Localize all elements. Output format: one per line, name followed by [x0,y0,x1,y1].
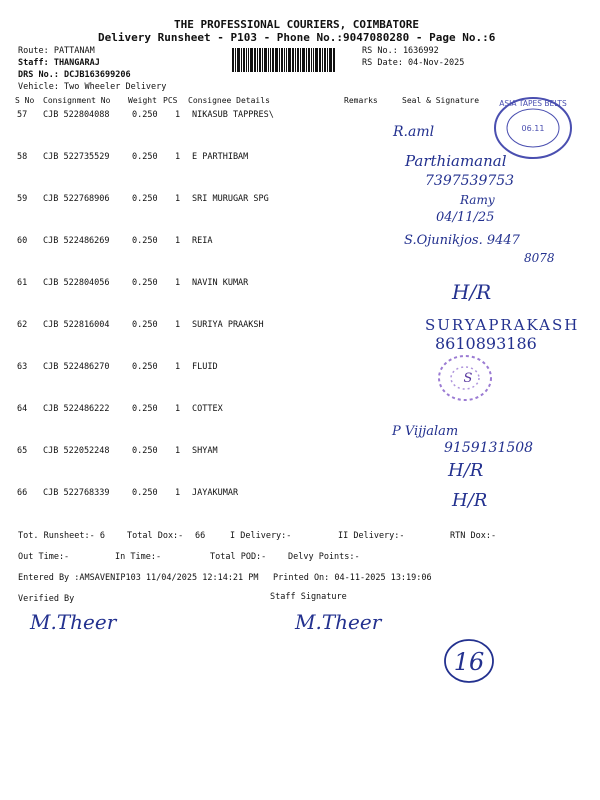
handwriting-r60-phone: 8078 [524,251,555,265]
row-sno: 65 [17,446,28,456]
row-consignee: REIA [192,236,213,246]
handwriting-r62-phone: 8610893186 [435,334,537,353]
row-weight: 0.250 [132,446,158,456]
total-dox-label: Total Dox:- [127,531,184,541]
tot-runsheet: Tot. Runsheet:- 6 [18,531,105,541]
verified-by-label: Verified By [18,594,75,604]
in-time: In Time:- [115,552,162,562]
col-weight: Weight [128,96,157,105]
circled-page-number [442,636,496,686]
row-consignment: CJB 522816004 [43,320,110,330]
handwriting-r66-initials: H/R [452,490,488,511]
handwriting-r62-name: SURYAPRAKASH [425,316,580,334]
row-weight: 0.250 [132,278,158,288]
route-label: Route: PATTANAM [18,46,95,56]
col-consignment: Consignment No [43,96,111,105]
row-consignment: CJB 522052248 [43,446,110,456]
handwriting-r65-initials: H/R [448,460,484,481]
svg-text:16: 16 [453,648,485,676]
table-row [0,362,600,376]
handwriting-r59-sign: Ramy [460,193,495,207]
handwriting-r58-name: Parthiamanal [405,152,507,170]
row-pcs: 1 [175,278,181,288]
row-consignment: CJB 522486269 [43,236,110,246]
col-sno: S No [15,96,35,105]
row-consignee: FLUID [192,362,218,372]
row-pcs: 1 [175,446,181,456]
row-sno: 62 [17,320,28,330]
handwriting-r65-name: P Vijjalam [392,424,459,439]
total-pod: Total POD:- [210,552,267,562]
row-consignee: COTTEX [192,404,223,414]
handwriting-r61: H/R [452,280,492,304]
barcode [232,48,358,72]
total-dox-value: 66 [195,531,206,541]
rs-number: RS No.: 1636992 [362,46,439,56]
row-consignment: CJB 522486222 [43,404,110,414]
row-sno: 66 [17,488,28,498]
i-delivery: I Delivery:- [230,531,292,541]
row-pcs: 1 [175,194,181,204]
delvy-points: Delvy Points:- [288,552,360,562]
row-sno: 59 [17,194,28,204]
staff-signature: M.Theer [295,610,382,634]
table-row [0,194,600,208]
row-sno: 63 [17,362,28,372]
row-weight: 0.250 [132,404,158,414]
printed-on: Printed On: 04-11-2025 13:19:06 [273,573,432,583]
company-title: THE PROFESSIONAL COURIERS, COIMBATORE [174,18,420,31]
row-weight: 0.250 [132,320,158,330]
row-weight: 0.250 [132,110,158,120]
entered-by: Entered By :AMSAVENIP103 11/04/2025 12:14:21 PM [18,573,259,583]
col-pcs: PCS [163,96,178,105]
table-row [0,488,600,502]
row-consignment: CJB 522804056 [43,278,110,288]
row-consignee: SHYAM [192,446,218,456]
vehicle-label: Vehicle: Two Wheeler Delivery [18,82,167,92]
row-consignee: NAVIN KUMAR [192,278,249,288]
row-consignee: SURIYA PRAAKSH [192,320,264,330]
row-sno: 57 [17,110,28,120]
row-weight: 0.250 [132,488,158,498]
stamp-date: 06.11 [521,124,545,133]
out-time: Out Time:- [18,552,70,562]
row-pcs: 1 [175,236,181,246]
row-consignee: JAYAKUMAR [192,488,239,498]
handwriting-r58-phone: 7397539753 [425,173,515,189]
row-consignment: CJB 522768339 [43,488,110,498]
drs-label: DRS No.: DCJB163699206 [18,70,131,80]
svg-text:S: S [463,371,473,386]
row-weight: 0.250 [132,152,158,162]
row-weight: 0.250 [132,194,158,204]
staff-signature-label: Staff Signature [270,592,347,602]
row-pcs: 1 [175,152,181,162]
table-row [0,278,600,292]
row-consignment: CJB 522735529 [43,152,110,162]
row-consignee: NIKASUB TAPPRES\ [192,110,274,120]
rs-date: RS Date: 04-Nov-2025 [362,58,465,68]
col-seal-signature: Seal & Signature [402,96,480,105]
rtn-dox: RTN Dox:- [450,531,497,541]
staff-label: Staff: THANGARAJ [18,58,100,68]
row-sno: 58 [17,152,28,162]
row-sno: 61 [17,278,28,288]
row-pcs: 1 [175,320,181,330]
runsheet-subtitle: Delivery Runsheet - P103 - Phone No.:9047080280 - Page No.:6 [98,31,496,44]
stamp-text: ASIA TAPES BELTS [499,99,567,108]
row-pcs: 1 [175,488,181,498]
table-row [0,404,600,418]
ink-blot [432,350,498,406]
row-weight: 0.250 [132,236,158,246]
row-consignment: CJB 522804088 [43,110,110,120]
row-weight: 0.250 [132,362,158,372]
row-pcs: 1 [175,110,181,120]
handwriting-r59-date: 04/11/25 [436,210,495,225]
row-pcs: 1 [175,362,181,372]
row-consignment: CJB 522486270 [43,362,110,372]
row-consignment: CJB 522768906 [43,194,110,204]
row-consignee: E PARTHIBAM [192,152,249,162]
row-consignee: SRI MURUGAR SPG [192,194,269,204]
ii-delivery: II Delivery:- [338,531,405,541]
col-consignee: Consignee Details [188,96,270,105]
row-pcs: 1 [175,404,181,414]
col-remarks: Remarks [344,96,378,105]
handwriting-r65-phone: 9159131508 [444,440,534,456]
handwriting-r60-name: S.Ojunikjos. 9447 [404,233,520,248]
handwriting-r57: R.aml [393,124,435,140]
verified-signature: M.Theer [30,610,117,634]
row-sno: 64 [17,404,28,414]
row-sno: 60 [17,236,28,246]
